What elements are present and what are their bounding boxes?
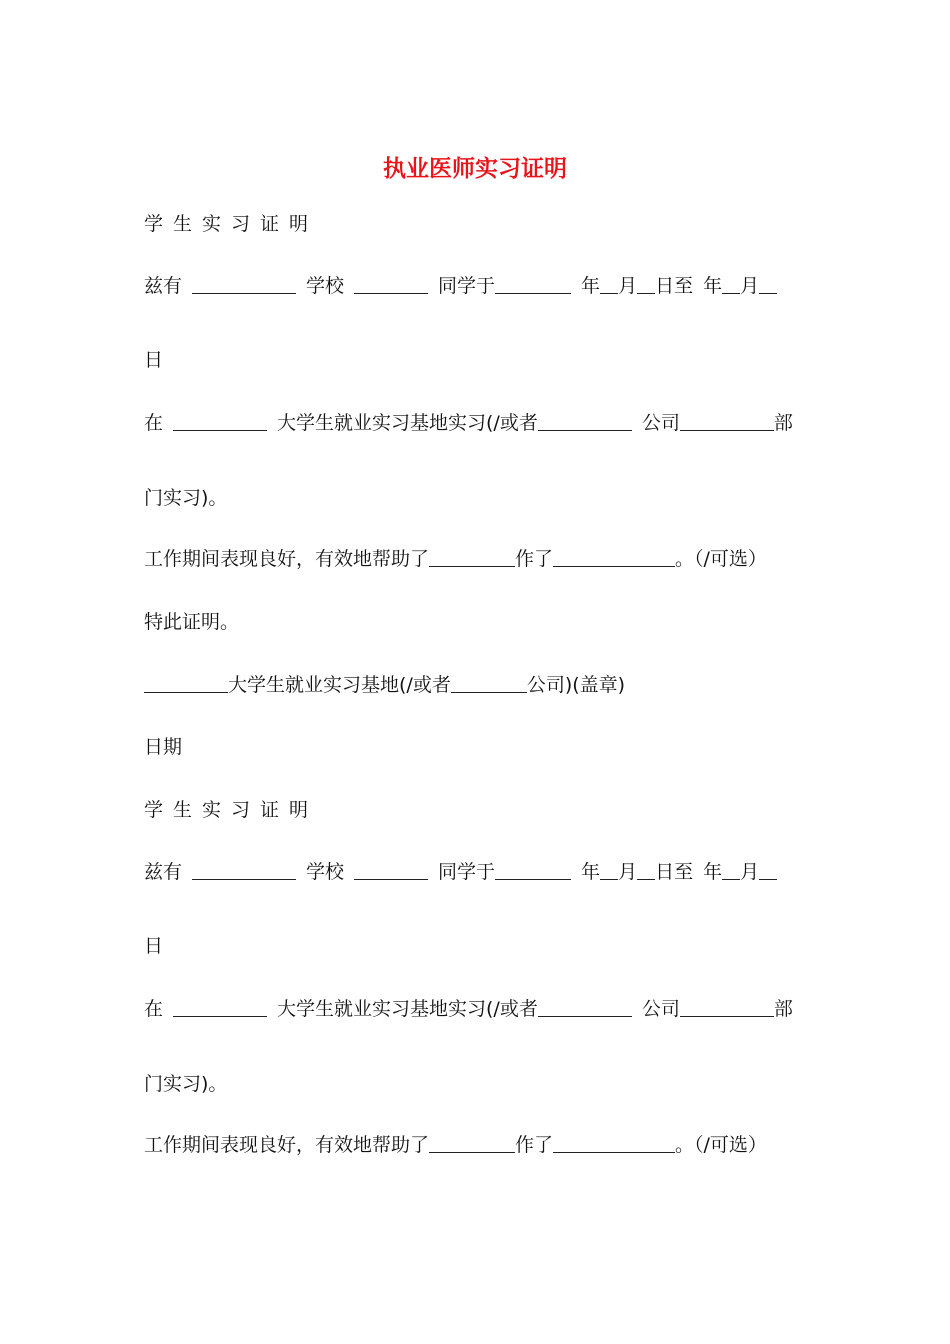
blank-field[interactable] [722, 863, 740, 880]
paragraph-base: 在 大学生就业实习基地实习(/或者 公司 部 [144, 412, 793, 434]
paragraph-base: 在 大学生就业实习基地实习(/或者 公司 部 [144, 998, 793, 1020]
blank-field[interactable] [451, 676, 527, 693]
blank-field[interactable] [722, 277, 740, 294]
blank-field[interactable] [495, 277, 571, 294]
paragraph-dates-cont: 日 [144, 935, 164, 957]
date-label: 日期 [144, 736, 183, 758]
paragraph-base-cont: 门实习)。 [144, 1073, 228, 1095]
paragraph-base-cont: 门实习)。 [144, 487, 228, 509]
blank-field[interactable] [553, 1136, 675, 1153]
blank-field[interactable] [637, 863, 655, 880]
blank-field[interactable] [144, 676, 228, 693]
blank-field[interactable] [173, 1000, 267, 1017]
blank-field[interactable] [553, 550, 675, 567]
document-title: 执业医师实习证明 [383, 155, 567, 182]
blank-field[interactable] [600, 863, 618, 880]
blank-field[interactable] [759, 277, 777, 294]
blank-field[interactable] [495, 863, 571, 880]
blank-field[interactable] [354, 277, 428, 294]
blank-field[interactable] [192, 277, 296, 294]
blank-field[interactable] [538, 414, 632, 431]
blank-field[interactable] [680, 1000, 774, 1017]
section-heading: 学生实习证明 [144, 799, 319, 821]
blank-field[interactable] [429, 1136, 515, 1153]
blank-field[interactable] [192, 863, 296, 880]
blank-field[interactable] [429, 550, 515, 567]
closing-text: 特此证明。 [144, 611, 240, 633]
blank-field[interactable] [354, 863, 428, 880]
signature-line: 大学生就业实习基地(/或者 公司)(盖章) [144, 673, 625, 697]
paragraph-dates-cont: 日 [144, 349, 164, 371]
section-heading: 学生实习证明 [144, 213, 319, 235]
blank-field[interactable] [637, 277, 655, 294]
blank-field[interactable] [538, 1000, 632, 1017]
paragraph-dates: 兹有 学校 同学于 年 月 日至 年 月 [144, 860, 777, 884]
blank-field[interactable] [173, 414, 267, 431]
blank-field[interactable] [680, 414, 774, 431]
paragraph-performance: 工作期间表现良好，有效地帮助了 作了 。（/可选） [144, 1134, 767, 1156]
blank-field[interactable] [759, 863, 777, 880]
paragraph-performance: 工作期间表现良好，有效地帮助了 作了 。（/可选） [144, 548, 767, 570]
paragraph-dates: 兹有 学校 同学于 年 月 日至 年 月 [144, 274, 777, 298]
blank-field[interactable] [600, 277, 618, 294]
